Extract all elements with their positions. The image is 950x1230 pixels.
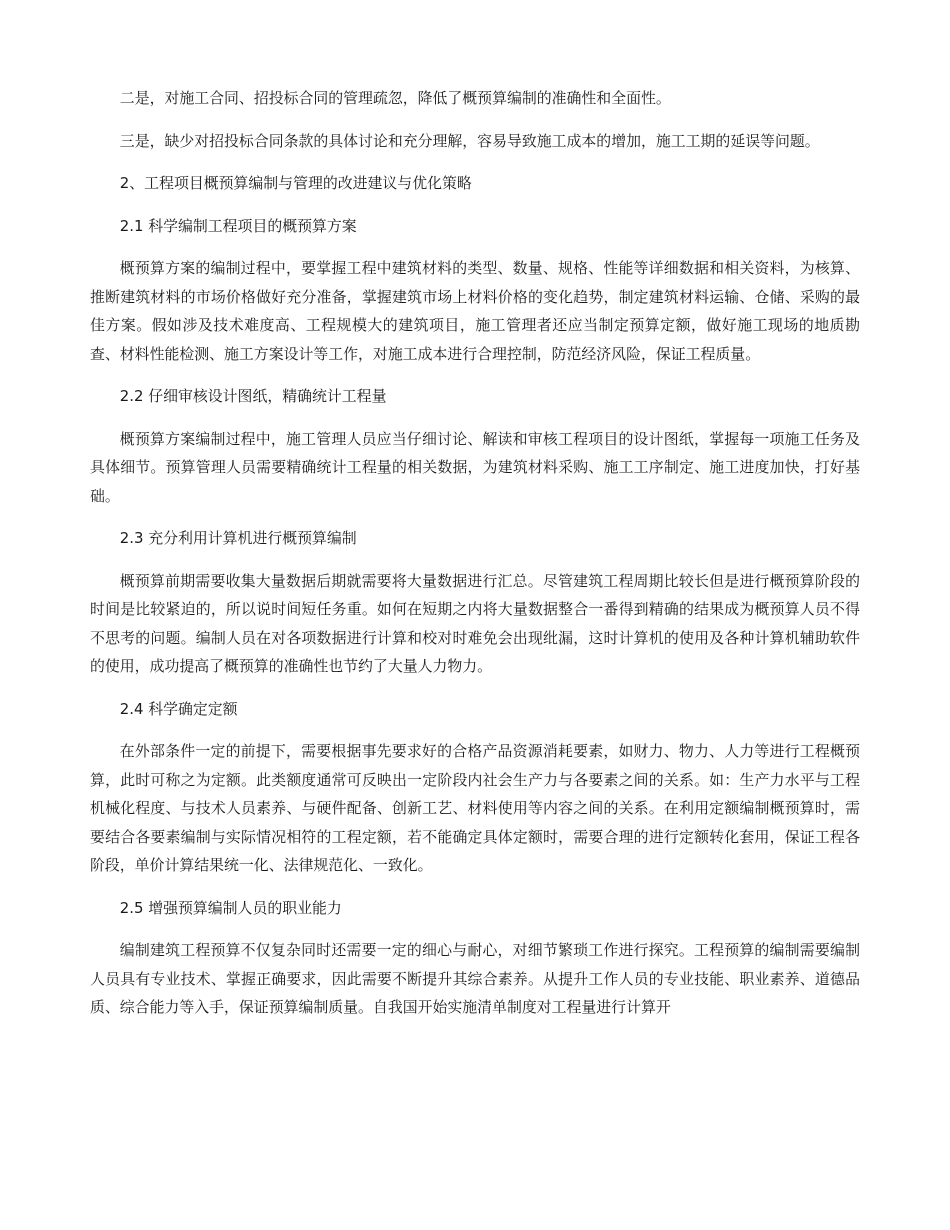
subsection-heading-2-3: 2.3 充分利用计算机进行概预算编制: [119, 529, 357, 547]
paragraph-contract-management: 二是，对施工合同、招投标合同的管理疏忽，降低了概预算编制的准确性和全面性。: [119, 89, 671, 107]
subsection-heading-2-1: 2.1 科学编制工程项目的概预算方案: [119, 216, 357, 235]
section-heading-2: 2、工程项目概预算编制与管理的改进建议与优化策略: [119, 174, 472, 192]
subsection-heading-2-5: 2.5 增强预算编制人员的职业能力: [119, 898, 342, 917]
paragraph-2-2: 概预算方案编制过程中，施工管理人员应当仔细讨论、解读和审核工程项目的设计图纸，掌握每一项施工任务及具体细节。预算管理人员需要精确统计工程量的相关数据，为建筑材料采购、施工工序制定、施工进度加快，打好基础。: [90, 429, 860, 505]
paragraph-2-5: 编制建筑工程预算不仅复杂同时还需要一定的细心与耐心，对细节繁琐工作进行探究。工程预算的编制需要编制人员具有专业技术、掌握正确要求，因此需要不断提升其综合素养。从提升工作人员的专业技能、职业素养、道德品质、综合能力等入手，保证预算编制质量。自我国开始实施清单制度对工程量进行计算开: [90, 941, 860, 1016]
paragraph-2-3: 概预算前期需要收集大量数据后期就需要将大量数据进行汇总。尽管建筑工程周期比较长但是进行概预算阶段的时间是比较紧迫的，所以说时间短任务重。如何在短期之内将大量数据整合一番得到精确的结果成为概预算人员不得不思考的问题。编制人员在对各项数据进行计算和校对时难免会出现纰漏，这时计算机的使用及各种计算机辅助软件的使用，成功提高了概预算的准确性也节约了大量人力物力。: [90, 571, 860, 675]
paragraph-2-4: 在外部条件一定的前提下，需要根据事先要求好的合格产品资源消耗要素，如财力、物力、人力等进行工程概预算，此时可称之为定额。此类额度通常可反映出一定阶段内社会生产力与各要素之间的关系。如：生产力水平与工程机械化程度、与技术人员素养、与硬件配备、创新工艺、材料使用等内容之间的关系。在利用定额编制概预算时，需要结合各要素编制与实际情况相符的工程定额，若不能确定具体定额时，需要合理的进行定额转化套用，保证工程各阶段，单价计算结果统一化、法律规范化、一致化。: [90, 742, 860, 874]
paragraph-2-1: 概预算方案的编制过程中，要掌握工程中建筑材料的类型、数量、规格、性能等详细数据和相关资料，为核算、推断建筑材料的市场价格做好充分准备，掌握建筑市场上材料价格的变化趋势，制定建筑材料运输、仓储、采购的最佳方案。假如涉及技术难度高、工程规模大的建筑项目，施工管理者还应当制定预算定额，做好施工现场的地质勘查、材料性能检测、施工方案设计等工作，对施工成本进行合理控制，防范经济风险，保证工程质量。: [90, 259, 860, 363]
subsection-heading-2-2: 2.2 仔细审核设计图纸，精确统计工程量: [119, 387, 387, 405]
paragraph-bidding-terms: 三是，缺少对招投标合同条款的具体讨论和充分理解，容易导致施工成本的增加，施工工期的延误等问题。: [119, 131, 820, 150]
subsection-heading-2-4: 2.4 科学确定定额: [119, 699, 238, 718]
